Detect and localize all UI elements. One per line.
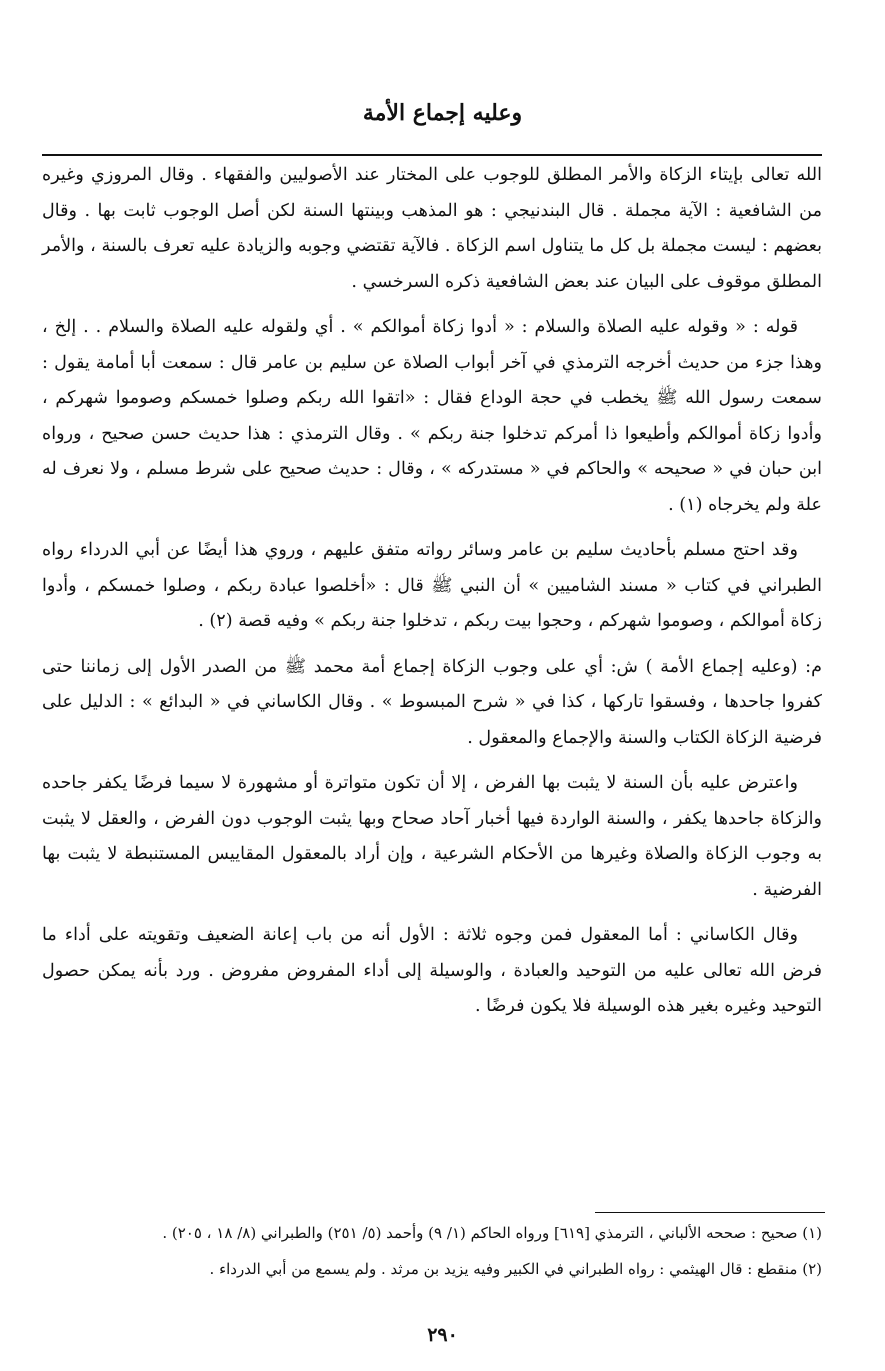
paragraph: وقد احتج مسلم بأحاديث سليم بن عامر وسائر رواته متفق عليهم ، وروي هذا أيضًا عن أبي الدرداء رواه الطبراني في كتاب « مسند الشاميين » أن النبي ﷺ قال : «أخلصوا عبادة ربكم ، وصلوا خمسكم ، وأدوا زكاة أموالكم ، وصوموا شهركم ، وحجوا بيت ربكم ، تدخلوا جنة ربكم » وفيه قصة (٢) . [42, 540, 822, 631]
page-title: وعليه إجماع الأمة [362, 100, 523, 126]
paragraph: الله تعالى بإيتاء الزكاة والأمر المطلق للوجوب على المختار عند الأصوليين والفقهاء . وقال المروزي وغيره من الشافعية : الآية مجملة . قال البندنيجي : هو المذهب وبينتها السنة لكن أصل الوجوب ثابت بها . وقال بعضهم : ليست مجملة بل كل ما يتناول اسم الزكاة . فالآية تقتضي وجوبه والزيادة عليه تعرف بالسنة ، والأمر المطلق موقوف على البيان عند بعض الشافعية ذكره السرخسي . [42, 165, 822, 292]
footnote: (٢) منقطع : قال الهيثمي : رواه الطبراني في الكبير وفيه يزيد بن مرثد . ولم يسمع من أبي الدرداء . [209, 1260, 822, 1278]
paragraph: قوله : « وقوله عليه الصلاة والسلام : « أدوا زكاة أموالكم » . أي ولقوله عليه الصلاة والسلام . . إلخ ، وهذا جزء من حديث أخرجه الترمذي في آخر أبواب الصلاة عن سليم بن عامر قال : سمعت أبا أمامة يقول : سمعت رسول الله ﷺ يخطب في حجة الوداع فقال : «اتقوا الله ربكم وصلوا خمسكم وصوموا شهركم ، وأدوا زكاة أموالكم وأطيعوا ذا أمركم تدخلوا جنة ربكم » . وقال الترمذي : هذا حديث حسن صحيح ، ورواه ابن حبان في « صحيحه » والحاكم في « مستدركه » ، وقال : حديث صحيح على شرط مسلم ، ولا نعرف له علة ولم يخرجاه (١) . [42, 317, 822, 515]
page-number: ٢٩٠ [427, 1324, 458, 1346]
header-rule [42, 154, 822, 156]
main-text [42, 158, 822, 1035]
paragraph: واعترض عليه بأن السنة لا يثبت بها الفرض ، إلا أن تكون متواترة أو مشهورة لا سيما فرضًا يكفر جاحده والزكاة جاحدها يكفر ، والسنة الواردة فيها أخبار آحاد صحاح وبها يثبت الوجوب دون الفرض ، والعقل لا يثبت به وجوب الزكاة والصلاة وغيرها من الأحكام الشرعية ، وإن أراد بالمعقول المقاييس المستنبطة لا يثبت بها الفرضية . [42, 773, 822, 900]
paragraph: م: (وعليه إجماع الأمة ) ش: أي على وجوب الزكاة إجماع أمة محمد ﷺ من الصدر الأول إلى زماننا حتى كفروا جاحدها ، وفسقوا تاركها ، كذا في « شرح المبسوط » . وقال الكاساني في « البدائع » : الدليل على فرضية الزكاة الكتاب والسنة والإجماع والمعقول . [42, 656, 822, 748]
footnotes [42, 1218, 822, 1290]
footnote-rule [595, 1212, 825, 1213]
footnote: (١) صحيح : صححه الألباني ، الترمذي [٦١٩] ورواه الحاكم (١/ ٩) وأحمد (٥/ ٢٥١) والطبراني (٨/ ١٨ ، ٢٠٥) . [162, 1224, 822, 1242]
paragraph: وقال الكاساني : أما المعقول فمن وجوه ثلاثة : الأول أنه من باب إعانة الضعيف وتقويته على أداء ما فرض الله تعالى عليه من التوحيد والعبادة ، والوسيلة إلى أداء المفروض مفروض . ورد بأنه يمكن حصول التوحيد وغيره بغير هذه الوسيلة فلا يكون فرضًا . [42, 925, 822, 1016]
